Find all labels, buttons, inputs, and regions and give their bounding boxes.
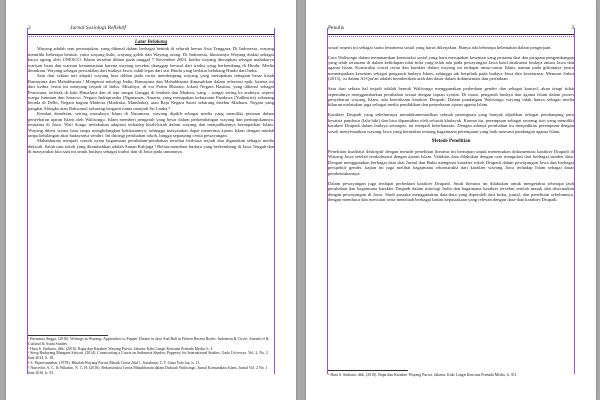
right-footnotes <box>328 373 574 378</box>
paragraph: sosial seperti ini sebagai suatu fenomena sosial yang harus dikerjakan. Hanya ada beberapa kelemahan dalam pengerjaan. <box>328 44 552 50</box>
footnote-rule <box>328 370 408 371</box>
left-footnotes <box>28 337 274 375</box>
paragraph: Wayang adalah seni pertunjukan, yang dikenal dalam berbagai bentuk di seluruh benua Asia Tenggara. Di Indonesia, wayang memiliki beberapa bentuk, yaitu wayang kulit, wayang golek dan Wayang orang. Di Indonesia, khususnya Wayang diakui sebagai karya agung oleh UNESCO. Klaim tersebut dibuat pada tanggal 7 November 2003, ketika wayang ditetapkan sebagai mahakarya warisan lisan dan warisan kemanusiaan karena wayang tersebut dianggap berasal dari tradisi yang berkembang di Hindu. Media demikian, Wayang sebagai perwakilan dari budaya Jawa, tidak lepas dari sisi Hindu yang berlatar belakang Hindu dari India. <box>28 46 274 74</box>
paragraph: Penelitian kualitatif deskriptif dengan metode penelitian literatur ini bertujuan untuk menemukan dokumentasi karakter Drupadi di Wayang Jawa setelah terakulturasi dengan ajaran Islam. Validitas data dilakukan dengan cara triangulasi dari berbagai sumber data. Dengan menggunakan berbagai data dari Jurnal dan Buku mengenai karakter tokoh Drupadi dalam pewayangan Jawa dan berbagai perspektif gender, kajian ini juga melihat bagaimana rekonstruksi dari karakter wayang Jawa terhadap Islam sebagai dasar pembentukannya. <box>328 149 574 176</box>
left-page-header <box>28 25 274 35</box>
paragraph: Kendati demikian, seiring masuknya Islam di Nusantara, wayang dipilih sebagai media yang memiliki peranan dalam penyebaran ajaran Islam oleh Walisongo. Islam memberi pengaruh yang besar dalam perkembangan wayang dan pertunjukannya, terutama di Jawa. Wali Songo melakukan adaptasi terhadap kisah-kisah dalam wayang dan menjadikannya bernapaskan Islam. Wayang diberi warna baru tanpa menghilangkan kekhasannya, sehingga masyarakat dapat menerima ajaran Islam dengan mudah tanpa kehilangan akar budayanya sendiri. Ini diiringi perubahan tokoh, hingga sepanjang cerita pewayangan. <box>28 111 274 138</box>
left-page <box>6 0 296 400</box>
right-page-number: 3 <box>571 25 574 31</box>
paragraph: Dalam pewayangan juga terdapat perbedaan karakter Drupadi. Studi literatur ini dilakukan untuk mengetahui seberapa jauh perubahan dan bagaimana karakter Drupadi dalam mitologi India dan bagaimana karakter tersebut setelah masuk dan disesuaikan dengan pewayangan di Jawa. Studi pustaka menggunakan data-data yang diperoleh dari buku, jurnal, dan penelitian sebelumnya, dengan membaca dan mencatat serta menelaah berbagai bahan kepustakaan yang relevan dengan data-data karakter Drupadi. <box>328 180 574 202</box>
footnote: ⁵ Nurcivha, A. C. & Wikamo, N. C. H. (2016). Rekonstruksi Cerita Mahabharata dalam Dakwah Walisongo. Jurnal Komunikasi Islam, Jurnal Vol. 2 No. 1 Juni 2016, h. 53. <box>28 365 268 375</box>
right-margin-guide <box>274 28 275 374</box>
section-heading-latar-belakang: Latar Belakang <box>134 40 168 45</box>
right-page <box>306 0 596 400</box>
footnote: ¹ Bermasia Angga, (2016). Writings in Wayang: Approaches to Puppet Theatre in Java And Bali in Fifteen Recent Books. Indonesia & Circle, Journal of & Cultural & Asian Studies. <box>28 337 269 346</box>
paragraph: Satu dari sekian hal terjadi adalah bentuk Walisongo menggunakan perbedaan gender dan sebagai kontrol, akan tetapi tidak sepenuhnya menggambarkan perubahan sesuai dengan tujuan syariat. Di masa, pengaruh budaya dan agama Islam dalam proses penyebaran wayang Islam, ada keterikatan karakter Drupadi. Dalam pandangan Walisongo wayang tidak hanya sebagai media hiburan melainkan juga sebagai media pendidikan dan penyebaran ajaran agama Islam. <box>328 86 574 108</box>
footnote: ³ Siesp Budayang Mangaus Siswati, (2014). Constructing a Courts on Indonesia Shadow Puppetry for International Studies, Gadz Un'versys. Vol. 2, No. 2 Juni 2014, h. 18. <box>28 351 268 361</box>
right-margin-guide <box>574 28 575 374</box>
paragraph: Cara Walisongo dalam menanamkan konstruksi sosial yang baru merupakan kesenian yang pertama dari dua program pengembangan yang telah tertanam di dalam kehidupan nilai-nilai yang telah ada pada pewayangan Jawa hasil akulturasi budaya antara Jawa dan agama Islam. Konstruksi sosial cerita dan karakter dalam wayang ini terdapat unsur-unsur Islam, namun pada gilirannya justru menempatkan kesenian sebagai pengaruh budaya Islam, sehingga tak berpihak pada budaya Jawa dan kesetaraan. Menurut Suhra (2013), isi dalam Al-Qur'an adalah memberikan arah dan dasar dalam dokumentasi dan perindaan. <box>328 54 574 82</box>
footnote-rule <box>28 335 108 336</box>
paragraph: Satu dari sekian inti adaptif wayang bisa dilihat pada cerita mendongeng wayang yang merupakan sebagian besar kisah Ramayana dan Mahabharata.¹ Mengenai mitologi India, Ramayana dan Mahabharata dimasukkan dalam referensi epik, karena ini dari kedua cerita ini menyang terjadi di India. Misalnya, di era Prabu Bharata, lokasi Negara Hastina, yang dikenal sebagai Pratistana, terletak di kaki Himalaya dan di tepi sungai Gangga di lembah dan Madura, yang – sungai sering ke arahnya, seperti warga Jumnam dan Saraswi, Negara Indraprastha (Nganamas, Amarta, yang merupakan kekuasaan Pandawa (Yudhistira) sekarang berada di Delhi, Negara bagian Madeira (Madraka, Mandraka), atau Raja Negara Sauvi sekarang disebut Mathura. Negara yang pangkat Alengka atau Rahwana) sekarang berganti nama menjadi Sri Lanka.² <box>28 73 274 111</box>
footnote: ² Hara S. Sudiarto, dkk. (2010). Rupa dan Karakter Wayang Purwa. Jakarta: Kaki Langit Kencana Prenada Media, h. 3. <box>28 346 214 351</box>
right-page-body <box>328 40 574 207</box>
right-page-header <box>328 25 574 35</box>
paragraph: Mahabharata menjadi contoh nyata bagaimana perubahan-perubahan tersebut berbiasa terjadi dan digunakan sebagai media dakwah. Salah satu tokoh yang ditambahkan adalah Sunan Kalijaga.³ Beliau membuat budaya yang berkembang di Jawa Tengah dan di masyarakat kita saat ini untuk budaya sebagai tradisi dan di Jawa pada umumnya. <box>28 138 274 155</box>
paragraph: Karakter Drupadi yang sebelumnya mendokumentasikan sebuah perempuan yang banyak dijadikan sebagai pendamping para kesatria pandawa (lalu-laki) dan bisa dipanutkan oleh seluruh khalayak. Karena itu, perempuan sebagai seorang istri yang memiliki karakter Drupadi dalam budaya setempat, ini menjadi keterbatasan. Dengan adanya perubahan itu menjadikan perempuan dengan sosok menyesuaikan wayang Jawa yang bermakna tentang bagaimana perempuan yang baik menurut pandangan agama Islam. <box>328 112 574 134</box>
running-head: Penulis <box>328 25 345 31</box>
footnote: ⁴ S. Pajaresumabar, (1978). Hikalah Wayang Purwa Masuk Cerita Jilid 1. Surakarta: C.V. Gana Yala Jaa, h. 11. <box>28 360 201 365</box>
left-page-number: 2 <box>28 25 31 31</box>
footnote: ⁶ Hara S. Sudiarto, dkk. (2010). Rupa dan Karakter Wayang Purwa, Jakarta: Kaki Langit Kencana Prenada Media, h. 351. <box>328 373 518 377</box>
left-page-body <box>28 40 274 155</box>
top-margin-guide <box>27 36 274 37</box>
journal-title: Jurnal Sosiologi Reflektif <box>70 25 126 31</box>
section-heading-metode: Metode Penelitian <box>431 139 471 145</box>
top-margin-guide <box>327 36 574 37</box>
